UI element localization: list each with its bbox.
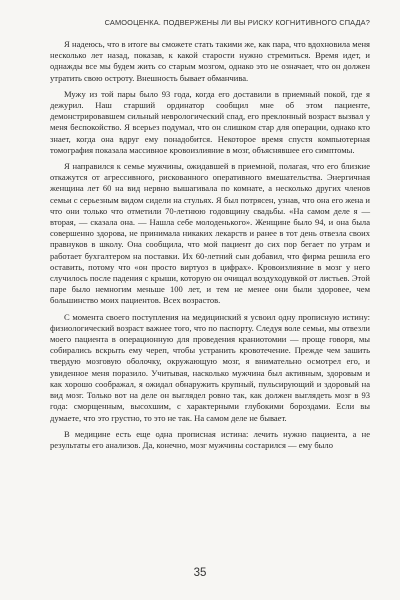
- paragraph: Я надеюсь, что в итоге вы сможете стать такими же, как пара, что вдохновила меня несколько лет назад, показав, к какой старости нужно стремиться. Время идет, и однажды все мы будем жить со старым мозгом, однако это не означает, что он должен утратить свою остроту. Внешность бывает обманчива.: [50, 39, 370, 83]
- running-header: САМООЦЕНКА. ПОДВЕРЖЕНЫ ЛИ ВЫ РИСКУ КОГНИТИВНОГО СПАДА?: [104, 18, 370, 27]
- paragraph: Я направился к семье мужчины, ожидавшей в приемной, полагая, что его близкие откажутся от агрессивного, рискованного оперативного вмешательства. Энергичная женщина лет 60 на вид нервно вышагивала по комнате, а несколько других членов семьи с серьезным видом сидели на стульях. Я был потрясен, узнав, что она его жена и что они только что отметили 70-летнюю годовщину свадьбы. «На самом деле я — вторая, — сказала она. — Нашла себе молоденького». Женщине было 94, и она была совершенно здорова, не принимала никаких лекарств и ранее в тот день отвезла своих правнуков в школу. Она сообщила, что мой пациент до сих пор бегает по утрам и работает бухгалтером на поставки. Их 60-летний сын добавил, что фирма решила его оставить, потому что «он просто виртуоз в цифрах». Кровоизлияние в мозг у него случилось после падения с крыши, которую он очищал воздуходувкой от листьев. Этой паре было немногим меньше 100 лет, и тем не менее они были здоровее, чем большинство моих пациентов. Всех возрастов.: [50, 161, 370, 306]
- paragraph: В медицине есть еще одна прописная истина: лечить нужно пациента, а не результаты его анализов. Да, конечно, мозг мужчины состарился — ему было: [50, 428, 370, 450]
- paragraph: Мужу из той пары было 93 года, когда его доставили в приемный покой, где я дежурил. Наш старший ординатор сообщил мне об этом пациенте, демонстрировавшем сильный неврологический спад, его преклонный возраст вызвал у меня беспокойство. Я всерьез подумал, что он слишком стар для операции, однако кто знает, когда она вдруг ему понадобится. Некоторое время спустя компьютерная томография показала массивное кровоизлияние в мозг, объяснявшее его симптомы.: [50, 88, 370, 155]
- body-text: [50, 39, 370, 451]
- page-number: 35: [193, 567, 207, 579]
- paragraph: С момента своего поступления на медицинский я усвоил одну прописную истину: физиологический возраст важнее того, что по паспорту. Следуя воле семьи, мы отвезли моего пациента в операционную для проведения краниотомии — проще говоря, мы собирались вскрыть ему череп, чтобы устранить кровотечение. Прежде чем зашить твердую мозговую оболочку, окружающую мозг, я внимательно осмотрел его, и увиденное меня поразило. Учитывая, насколько мужчина был активным, здоровым и как хорошо соображал, я ожидал обнаружить крупный, пульсирующий и здоровый на вид мозг. Только вот на деле он выглядел ровно так, как должен выглядеть мозг в 93 года: сморщенным, высохшим, с характерными глубокими бороздами. Если вы думаете, что это грустно, то это не так. На самом деле не бывает.: [50, 311, 370, 423]
